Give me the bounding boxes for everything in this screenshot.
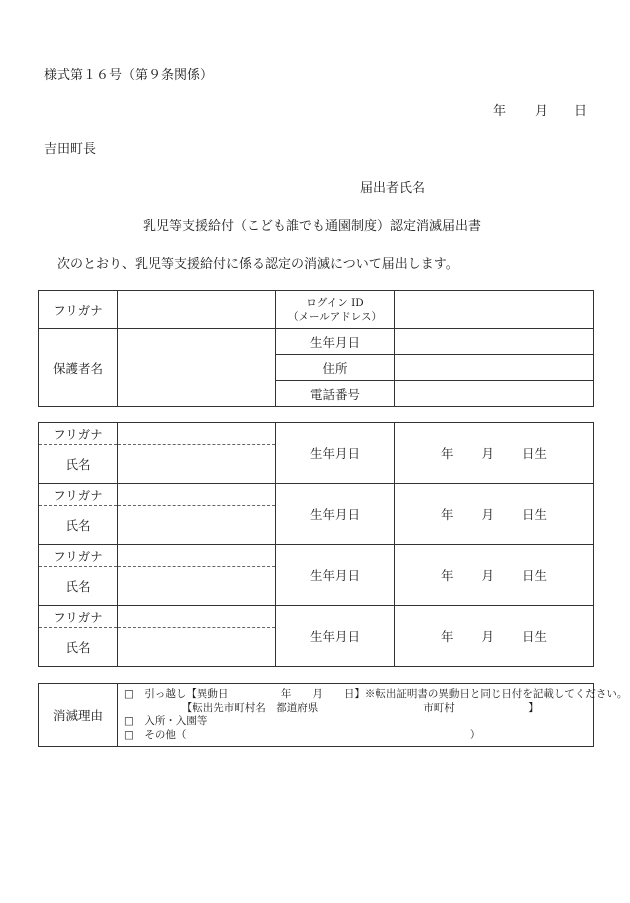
child-birthdate-label: 生年月日: [276, 423, 395, 484]
applicant-name-label: 届出者氏名: [360, 181, 426, 196]
phone-label: 電話番号: [276, 381, 395, 407]
document-title: 乳児等支援給付（こども誰でも通園制度）認定消滅届出書: [143, 219, 482, 234]
child-name-field[interactable]: [118, 628, 276, 667]
date-year: 年: [493, 104, 507, 119]
guardian-table: [38, 290, 594, 407]
reason-label: 消滅理由: [39, 684, 118, 747]
child-name-label: 氏名: [39, 506, 118, 545]
child-name-field[interactable]: [118, 506, 276, 545]
child-birthdate-field[interactable]: 年 月 日生: [395, 545, 594, 606]
login-id-field[interactable]: [395, 291, 594, 329]
date-month: 月: [535, 104, 549, 119]
child-birthdate-field[interactable]: 年 月 日生: [395, 484, 594, 545]
reason-options: [118, 684, 628, 747]
child-birthdate-field[interactable]: 年 月 日生: [395, 423, 594, 484]
address-label: 住所: [276, 355, 395, 381]
child-name-label: 氏名: [39, 445, 118, 484]
form-number: 様式第１６号（第９条関係）: [44, 68, 214, 83]
phone-field[interactable]: [395, 381, 594, 407]
child-birthdate-field[interactable]: 年 月 日生: [395, 606, 594, 667]
child-birthdate-label: 生年月日: [276, 606, 395, 667]
child-birthdate-label: 生年月日: [276, 484, 395, 545]
reason-table: [38, 683, 628, 747]
guardian-birthdate-label: 生年月日: [276, 329, 395, 355]
reason-other-checkbox[interactable]: □ その他（ ）: [124, 728, 481, 741]
date-day: 日: [574, 104, 588, 119]
child-furigana-field[interactable]: [118, 606, 276, 628]
reason-enrollment-checkbox[interactable]: □ 入所・入園等: [124, 715, 208, 727]
guardian-name-field[interactable]: [118, 329, 276, 407]
child-furigana-label: フリガナ: [39, 545, 118, 567]
reason-moving-checkbox[interactable]: □ 引っ越し【異動日 年 月 日】※転出証明書の異動日と同じ日付を記載してください。: [124, 688, 628, 700]
reason-moving-destination[interactable]: 【転出先市町村名 都道府県 市町村 】: [124, 701, 539, 714]
child-name-field[interactable]: [118, 567, 276, 606]
child-furigana-field[interactable]: [118, 423, 276, 445]
child-furigana-label: フリガナ: [39, 484, 118, 506]
guardian-birthdate-field[interactable]: [395, 329, 594, 355]
child-name-label: 氏名: [39, 567, 118, 606]
children-table: [38, 422, 594, 667]
intro-text: 次のとおり、乳児等支援給付に係る認定の消滅について届出します。: [57, 257, 459, 272]
address-field[interactable]: [395, 355, 594, 381]
child-furigana-field[interactable]: [118, 545, 276, 567]
child-furigana-label: フリガナ: [39, 606, 118, 628]
child-name-field[interactable]: [118, 445, 276, 484]
child-furigana-field[interactable]: [118, 484, 276, 506]
addressee: 吉田町長: [44, 142, 97, 157]
child-birthdate-label: 生年月日: [276, 545, 395, 606]
furigana-label: フリガナ: [39, 291, 118, 329]
child-name-label: 氏名: [39, 628, 118, 667]
child-furigana-label: フリガナ: [39, 423, 118, 445]
guardian-name-label: 保護者名: [39, 329, 118, 407]
login-id-label: ログイン ID （メールアドレス）: [276, 291, 395, 329]
guardian-furigana-field[interactable]: [118, 291, 276, 329]
